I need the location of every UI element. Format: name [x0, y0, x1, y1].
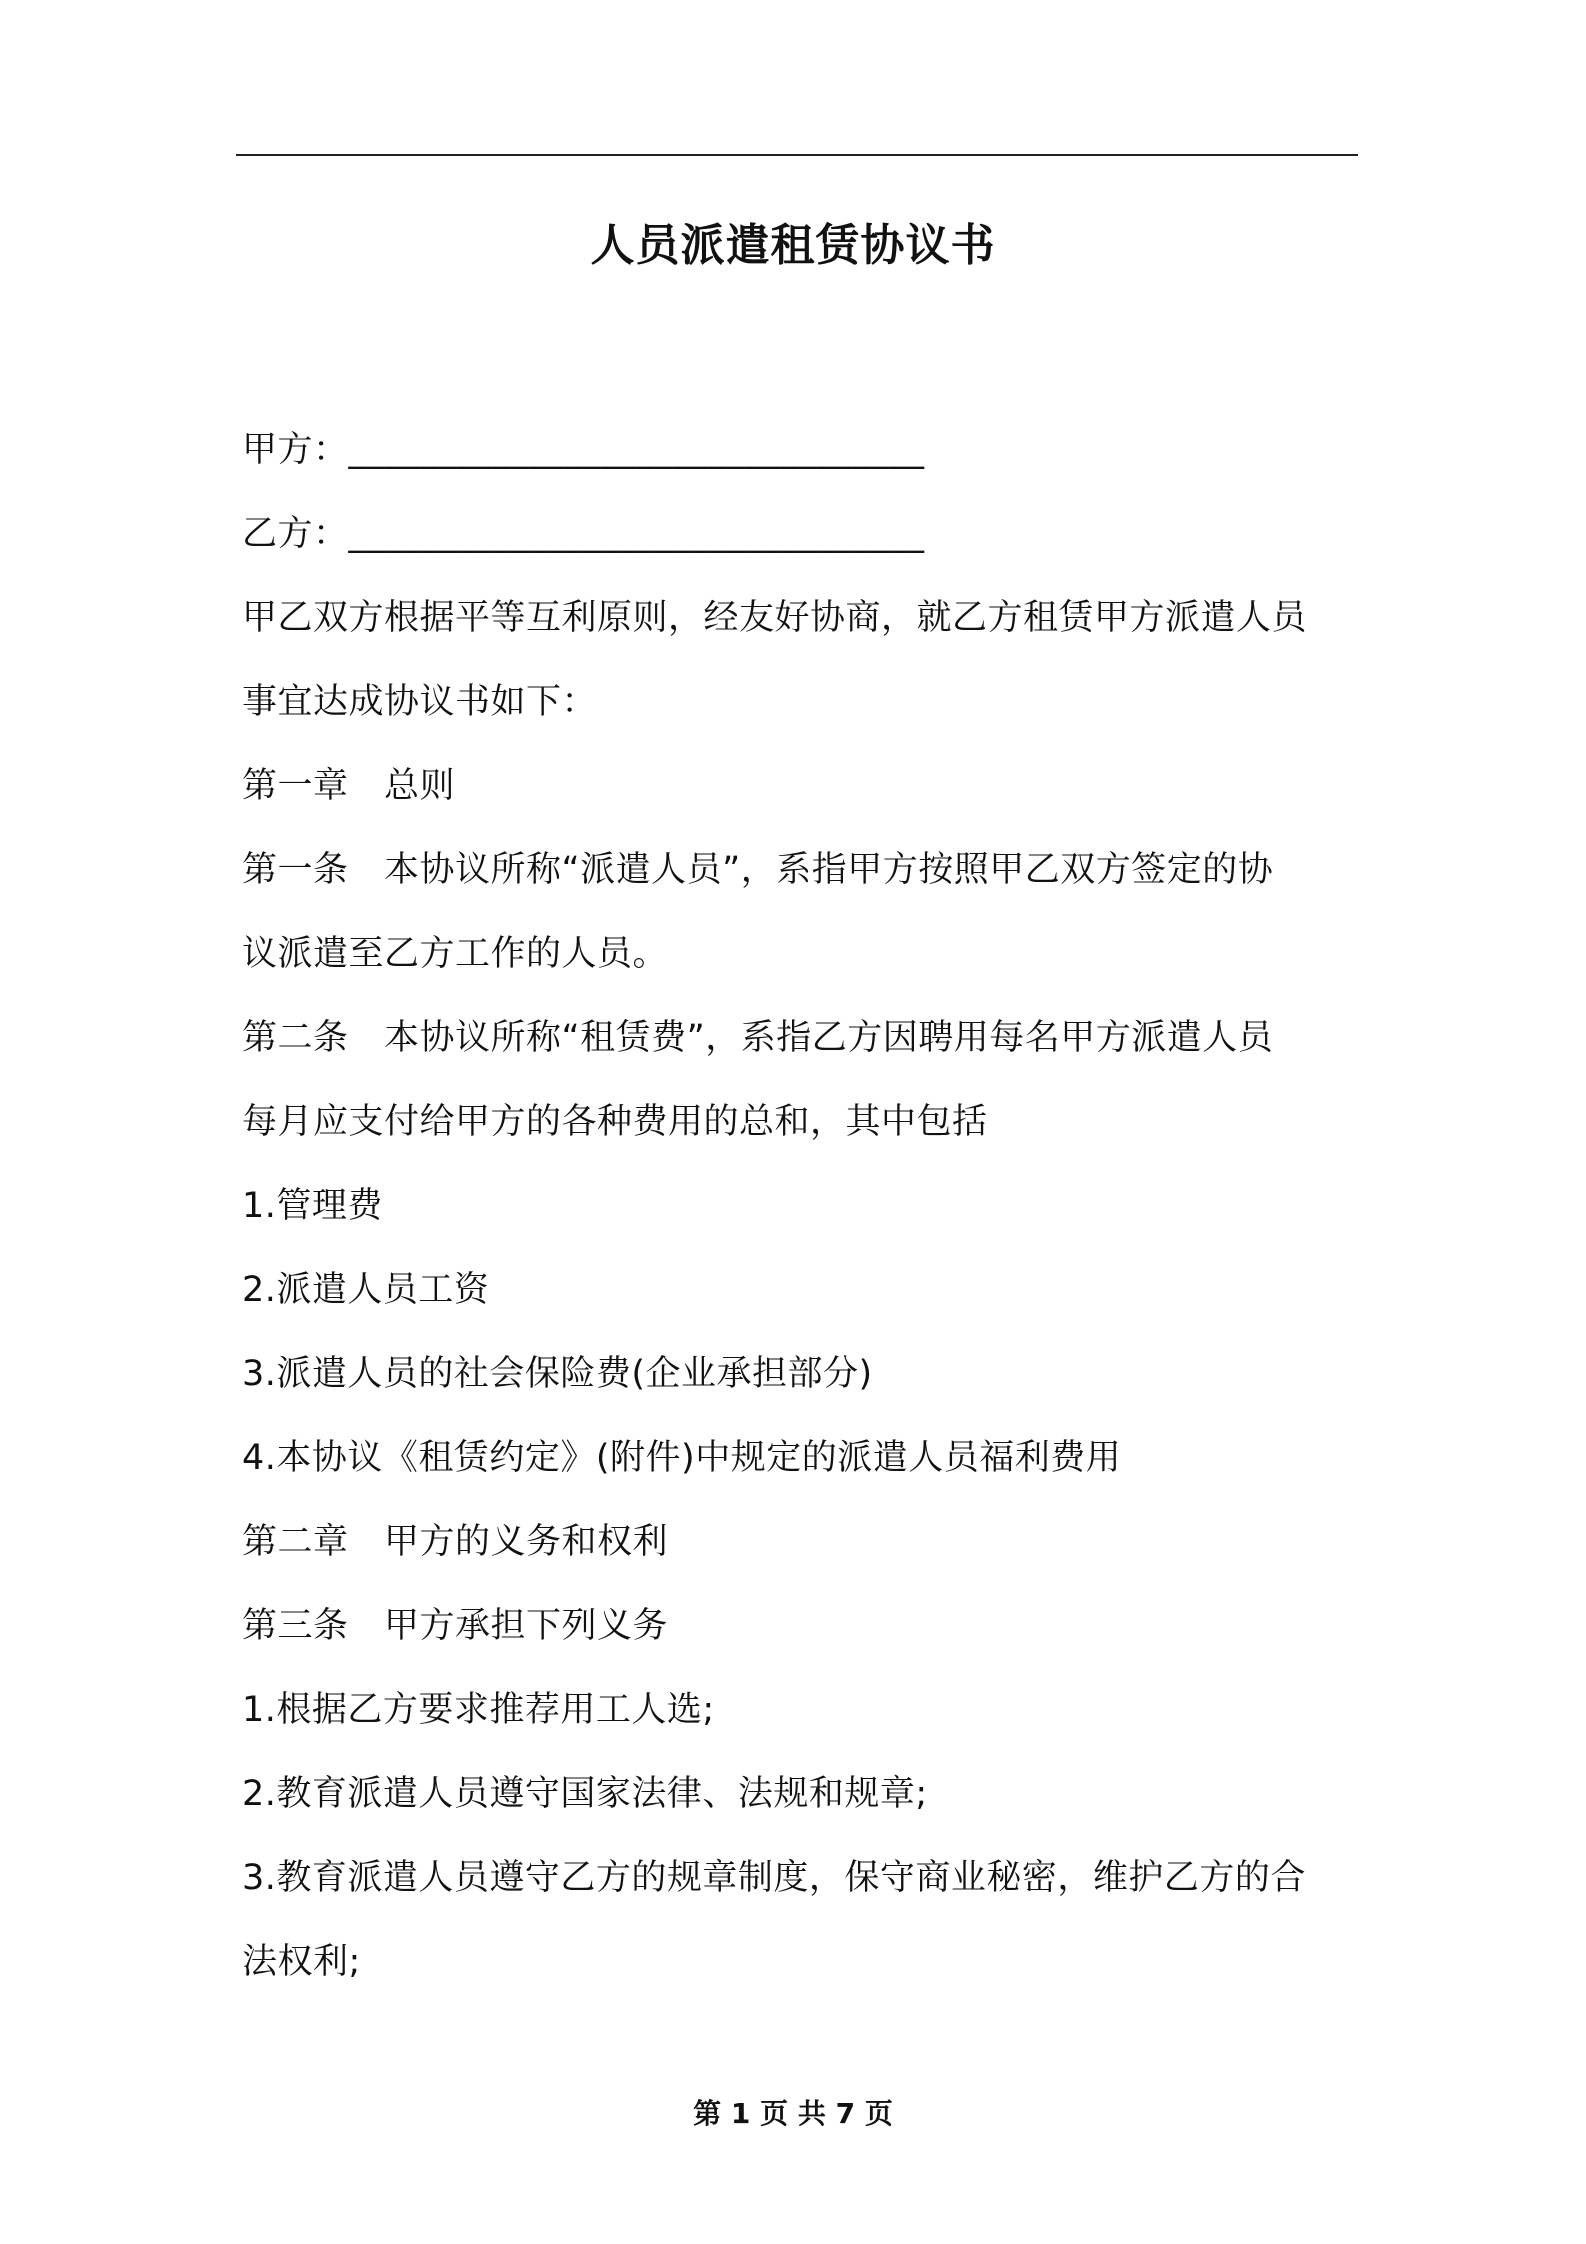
party-b-line: 乙方：________________________________: [242, 514, 925, 554]
article-line: 议派遣至乙方工作的人员。: [242, 934, 669, 974]
header-rule: [236, 154, 1358, 156]
article-line: 第一条 本协议所称“派遣人员”，系指甲方按照甲乙双方签定的协: [242, 850, 1274, 890]
chapter-heading: 第一章 总则: [242, 766, 456, 806]
list-item: 法权利;: [242, 1942, 361, 1982]
list-item: 2.教育派遣人员遵守国家法律、法规和规章;: [242, 1774, 928, 1814]
list-item: 3.派遣人员的社会保险费(企业承担部分): [242, 1354, 873, 1394]
document-body: [242, 408, 1354, 2004]
document-title: 人员派遣租赁协议书: [590, 220, 996, 271]
page-footer: 第 1 页 共 7 页: [693, 2097, 893, 2130]
list-item: 1.根据乙方要求推荐用工人选;: [242, 1690, 715, 1730]
article-line: 每月应支付给甲方的各种费用的总和，其中包括: [242, 1102, 988, 1142]
preamble-line: 甲乙双方根据平等互利原则，经友好协商，就乙方租赁甲方派遣人员: [242, 598, 1308, 638]
list-item: 1.管理费: [242, 1186, 383, 1226]
preamble-line: 事宜达成协议书如下：: [242, 682, 598, 722]
chapter-heading: 第二章 甲方的义务和权利: [242, 1522, 669, 1562]
list-item: 3.教育派遣人员遵守乙方的规章制度，保守商业秘密，维护乙方的合: [242, 1858, 1306, 1898]
party-a-line: 甲方：________________________________: [242, 430, 925, 470]
article-line: 第三条 甲方承担下列义务: [242, 1606, 669, 1646]
list-item: 2.派遣人员工资: [242, 1270, 490, 1310]
list-item: 4.本协议《租赁约定》(附件)中规定的派遣人员福利费用: [242, 1438, 1122, 1478]
article-line: 第二条 本协议所称“租赁费”，系指乙方因聘用每名甲方派遣人员: [242, 1018, 1274, 1058]
